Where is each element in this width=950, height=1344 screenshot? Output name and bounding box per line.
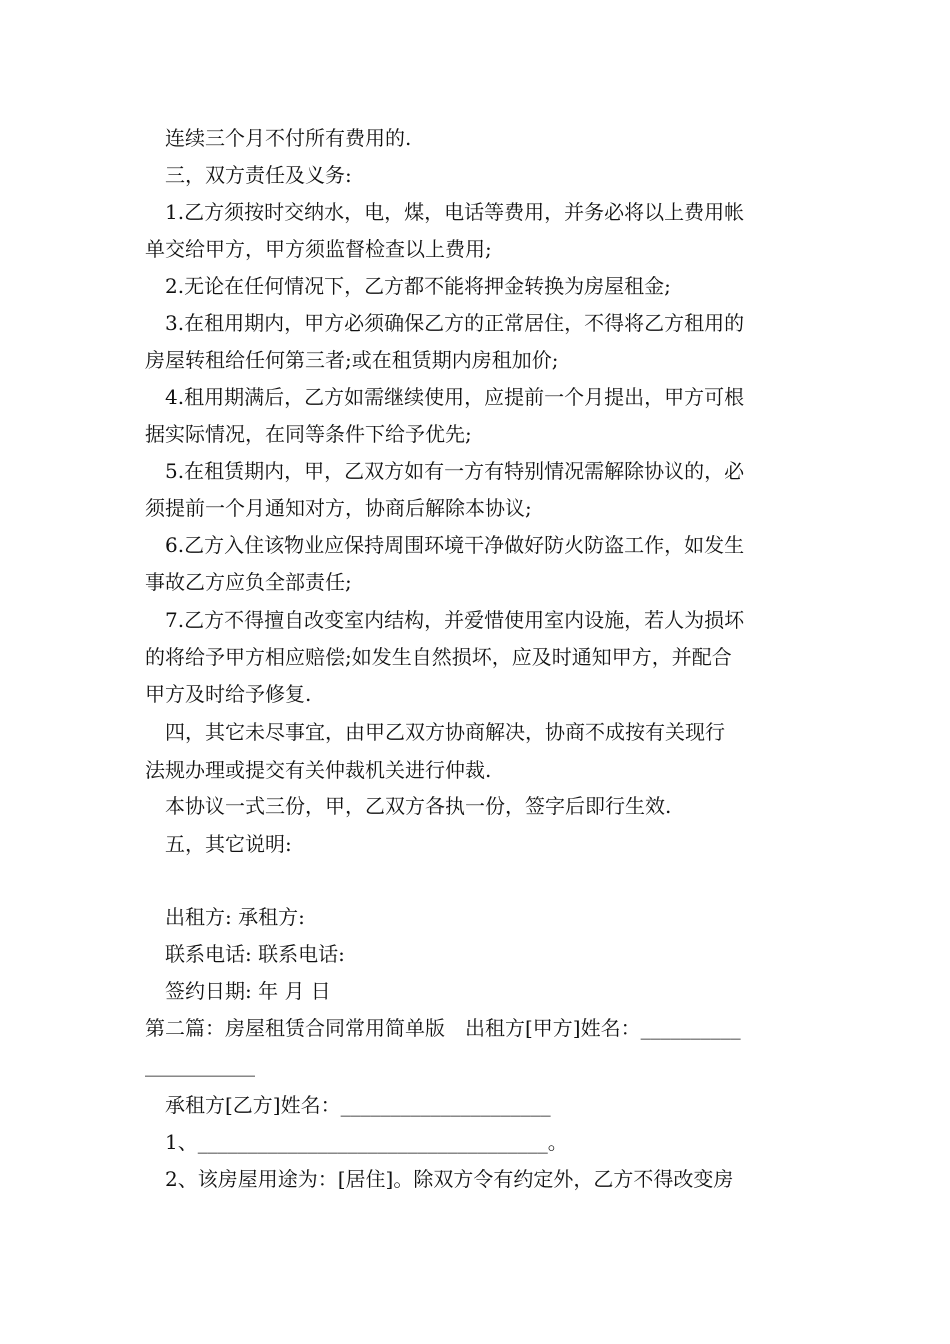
text-line: 单交给甲方，甲方须监督检查以上费用; bbox=[145, 237, 492, 261]
section-heading: 五，其它说明: bbox=[165, 832, 292, 856]
text-line: 房屋转租给任何第三者;或在租赁期内房租加价; bbox=[145, 348, 559, 372]
text-line: 3.在租用期内，甲方必须确保乙方的正常居住，不得将乙方租用的 bbox=[165, 311, 745, 335]
text-line: 6.乙方入住该物业应保持周围环境干净做好防火防盗工作，如发生 bbox=[165, 533, 745, 557]
text-line: 本协议一式三份，甲，乙双方各执一份，签字后即行生效. bbox=[165, 794, 672, 818]
document-subtitle: 第二篇：房屋租赁合同常用简单版 出租方[甲方]姓名：__________ bbox=[145, 1016, 741, 1040]
text-line: 须提前一个月通知对方，协商后解除本协议; bbox=[145, 496, 532, 520]
signature-line: 出租方: 承租方: bbox=[165, 905, 305, 929]
text-line: 1.乙方须按时交纳水，电，煤，电话等费用，并务必将以上费用帐 bbox=[165, 200, 745, 224]
text-line: 事故乙方应负全部责任; bbox=[145, 570, 352, 594]
text-line: ___________ bbox=[145, 1053, 255, 1077]
text-line: 连续三个月不付所有费用的. bbox=[165, 126, 412, 150]
signature-line: 签约日期: 年 月 日 bbox=[165, 979, 331, 1003]
text-line: 甲方及时给予修复. bbox=[145, 682, 312, 706]
section-heading: 四，其它未尽事宜，由甲乙双方协商解决，协商不成按有关现行 bbox=[165, 720, 725, 744]
signature-line: 联系电话: 联系电话: bbox=[165, 942, 345, 966]
text-line: 的将给予甲方相应赔偿;如发生自然损坏，应及时通知甲方，并配合 bbox=[145, 645, 732, 669]
text-line: 7.乙方不得擅自改变室内结构，并爱惜使用室内设施，若人为损坏 bbox=[165, 608, 745, 632]
text-line: 据实际情况，在同等条件下给予优先; bbox=[145, 422, 472, 446]
text-line: 法规办理或提交有关仲裁机关进行仲裁. bbox=[145, 758, 492, 782]
text-line: 2.无论在任何情况下，乙方都不能将押金转换为房屋租金; bbox=[165, 274, 671, 298]
text-line: 承租方[乙方]姓名：_____________________ bbox=[165, 1093, 551, 1117]
section-heading: 三，双方责任及义务: bbox=[165, 163, 352, 187]
text-line: 4.租用期满后，乙方如需继续使用，应提前一个月提出，甲方可根 bbox=[165, 385, 745, 409]
text-line: 1、___________________________________。 bbox=[165, 1130, 568, 1154]
text-line: 2、该房屋用途为：[居住]。除双方令有约定外，乙方不得改变房 bbox=[165, 1167, 734, 1191]
text-line: 5.在租赁期内，甲，乙双方如有一方有特别情况需解除协议的，必 bbox=[165, 459, 745, 483]
